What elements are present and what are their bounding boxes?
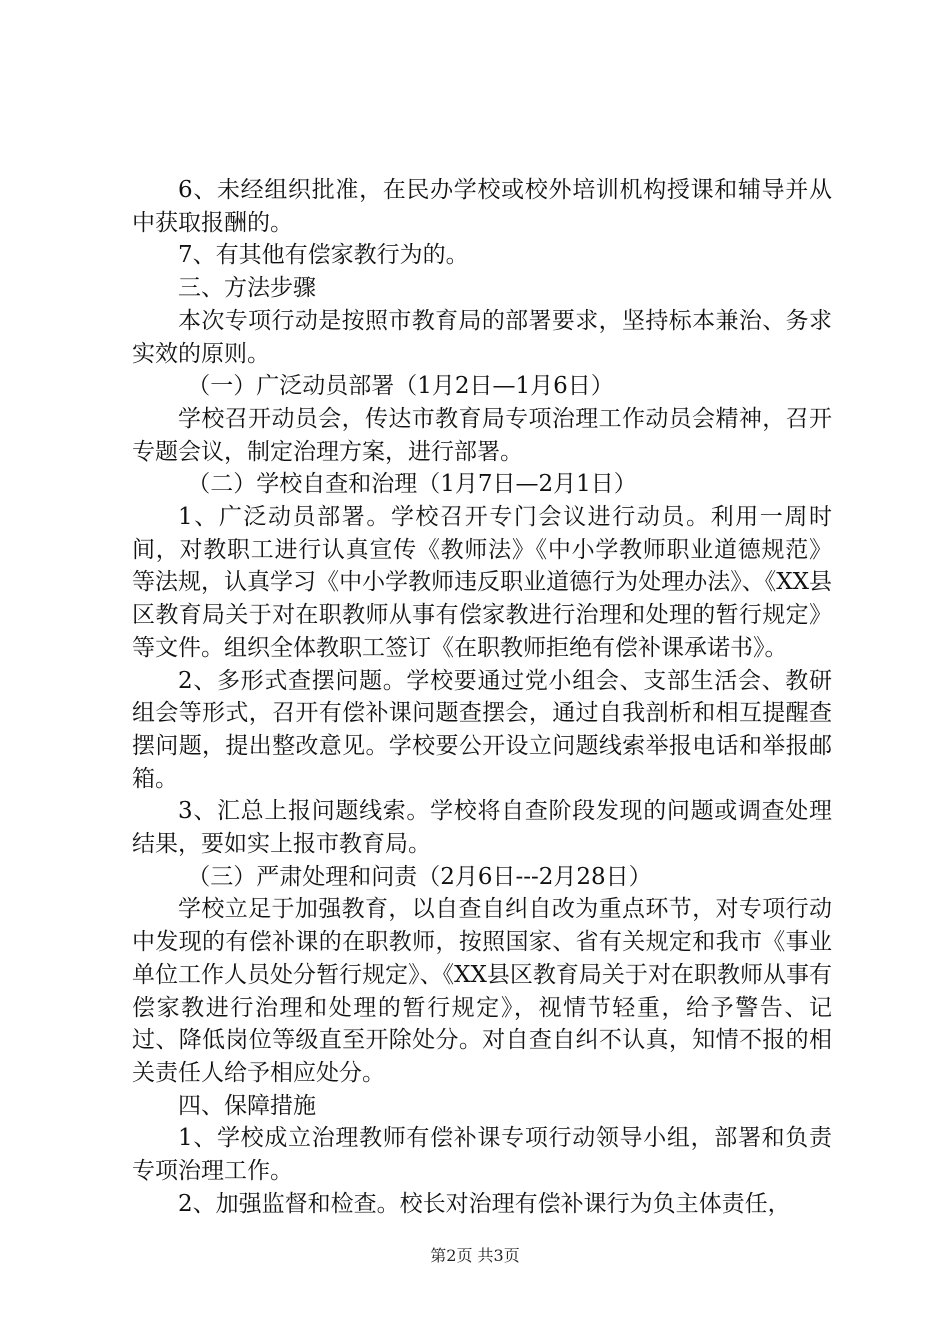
subheading-self-inspection: （二）学校自查和治理（1月7日—2月1日） <box>187 471 637 498</box>
paragraph-methods-intro: 本次专项行动是按照市教育局的部署要求，坚持标本兼治、务求实效的原则。 <box>132 307 832 367</box>
paragraph-step-3: 3、汇总上报问题线索。学校将自查阶段发现的问题或调查处理结果，要如实上报市教育局。 <box>132 798 832 858</box>
paragraph-accountability: 学校立足于加强教育，以自查自纠自改为重点环节，对专项行动中发现的有偿补课的在职教师，按照国家、省有关规定和我市《事业单位工作人员处分暂行规定》、《XX县区教育局关于对在职教师从事有偿家教进行治理和处理的暂行规定》，视情节轻重，给予警告、记过、降低岗位等级直至开除处分。对自查自纠不认真，知情不报的相关责任人给予相应处分。 <box>132 896 832 1086</box>
document-body <box>132 174 832 1221</box>
section-heading-safeguards: 四、保障措施 <box>178 1092 316 1119</box>
paragraph-step-2: 2、多形式查摆问题。学校要通过党小组会、支部生活会、教研组会等形式，召开有偿补课问题查摆会，通过自我剖析和相互提醒查摆问题，提出整改意见。学校要公开设立问题线索举报电话和举报邮箱。 <box>132 667 832 792</box>
paragraph-item-7: 7、有其他有偿家教行为的。 <box>178 242 469 269</box>
section-heading-methods: 三、方法步骤 <box>178 275 316 302</box>
subheading-mobilization: （一）广泛动员部署（1月2日—1月6日） <box>187 373 614 400</box>
subheading-accountability: （三）严肃处理和问责（2月6日---2月28日） <box>187 863 652 890</box>
page-number-footer: 第2页 共3页 <box>430 1246 520 1265</box>
paragraph-safeguard-2: 2、加强监督和检查。校长对治理有偿补课行为负主体责任， <box>178 1190 791 1217</box>
paragraph-mobilization: 学校召开动员会，传达市教育局专项治理工作动员会精神，召开专题会议，制定治理方案，进行部署。 <box>132 405 832 465</box>
paragraph-step-1: 1、广泛动员部署。学校召开专门会议进行动员。利用一周时间，对教职工进行认真宣传《教师法》《中小学教师职业道德规范》等法规，认真学习《中小学教师违反职业道德行为处理办法》、《XX县区教育局关于对在职教师从事有偿家教进行治理和处理的暂行规定》等文件。组织全体教职工签订《在职教师拒绝有偿补课承诺书》。 <box>132 504 832 661</box>
paragraph-safeguard-1: 1、学校成立治理教师有偿补课专项行动领导小组，部署和负责专项治理工作。 <box>132 1125 832 1185</box>
paragraph-item-6: 6、未经组织批准，在民办学校或校外培训机构授课和辅导并从中获取报酬的。 <box>132 177 832 236</box>
